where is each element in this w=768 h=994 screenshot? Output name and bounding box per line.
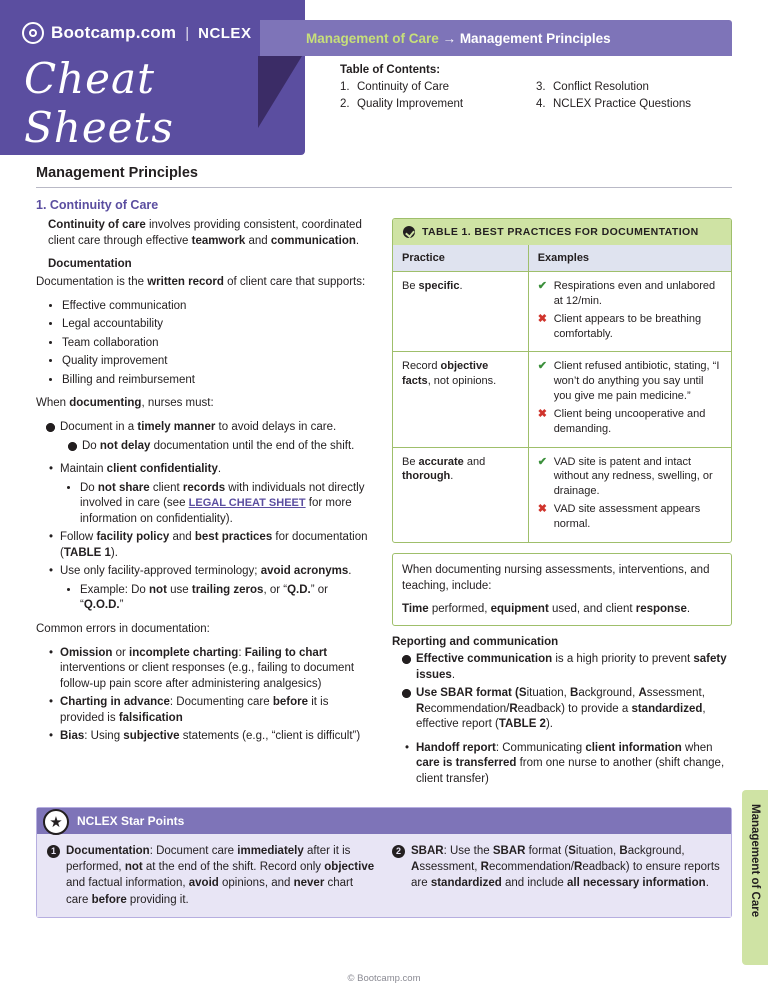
rep3-text-3: from one nurse to another (shift change, client transfer) — [416, 757, 725, 785]
checkmark-icon: ✔ — [537, 360, 547, 373]
rep1-text-2: . — [451, 668, 456, 681]
cell-practice — [393, 447, 528, 542]
err1-term-failing: Failing to chart — [244, 646, 328, 659]
intro-term: Continuity of care — [48, 219, 146, 231]
brand-name: Bootcamp.com — [51, 23, 177, 42]
sp1-term-before: before — [91, 893, 127, 906]
cross-icon: ✖ — [537, 503, 547, 516]
sp2-t9: . — [705, 877, 709, 890]
intro-text-2: and — [245, 234, 271, 247]
star-points-title: NCLEX Star Points — [37, 808, 731, 834]
list-item: • Legal accountability — [62, 317, 374, 333]
practice-text: , not opinions. — [427, 375, 497, 388]
cross-icon: ✖ — [537, 312, 547, 325]
practice-term: objective facts — [402, 360, 489, 388]
conf-text-4: for more information on confidentiality). — [80, 497, 352, 525]
err1-text-1: or — [112, 646, 130, 659]
err3-text-2: statements (e.g., “client is difficult”) — [179, 730, 361, 743]
err1-term-incomplete: incomplete charting — [129, 646, 239, 659]
rep1-text-1: is a high priority to prevent — [552, 653, 694, 666]
conf-text-1: Do — [80, 481, 98, 494]
example-line — [538, 279, 722, 309]
sp1-t1: : Document care — [149, 845, 238, 858]
sp1-t4: and factual information, — [66, 877, 189, 890]
sp1-term-avoid: avoid — [188, 877, 219, 890]
cross-icon: ✖ — [537, 407, 547, 420]
page-footer: © Bootcamp.com — [347, 973, 421, 984]
table-row — [393, 352, 731, 447]
list-item — [416, 741, 732, 788]
sp2-t6: ecommendation/ — [488, 861, 575, 874]
practice-text: Be — [402, 280, 419, 292]
ex-text-2: use — [166, 583, 192, 596]
sp2-t1: : Use the — [443, 845, 493, 858]
sp2-t7: eadback) to ensure reports are — [411, 861, 720, 890]
must4-text-2: . — [348, 565, 352, 578]
doc-def-text-1: Documentation is the — [36, 275, 148, 288]
when-doc-text-1: When — [36, 397, 70, 410]
nurses-must-list — [36, 420, 374, 454]
toc-column-left — [340, 81, 536, 115]
rep2-r: R — [416, 702, 425, 715]
example-text: Client appears to be breathing comfortably. — [553, 312, 702, 340]
sp1-term-documentation: Documentation — [66, 845, 150, 858]
cell-practice — [393, 272, 528, 352]
best-practices-table-body — [393, 272, 731, 542]
must3-text-4: ). — [110, 546, 118, 559]
example-text: Respirations even and unlabored at 12/min. — [553, 280, 716, 307]
list-item: • Quality improvement — [62, 354, 374, 370]
ex-text-3: , or “ — [263, 583, 288, 596]
err1-term-omission: Omission — [60, 646, 113, 659]
reporting-list — [392, 652, 732, 733]
sp1-term-objective: objective — [324, 861, 375, 874]
ex-term-qod: Q.O.D. — [83, 599, 120, 612]
practice-text: . — [459, 280, 463, 292]
checkmark-icon: ✔ — [537, 455, 547, 468]
table-row — [393, 272, 731, 352]
toc-item[interactable] — [340, 98, 536, 110]
subheading-reporting-communication: Reporting and communication — [392, 636, 559, 649]
cell-examples — [528, 447, 731, 542]
sp2-r: R — [480, 861, 489, 874]
practice-text: . — [450, 470, 454, 483]
err2-term-advance: Charting in advance — [60, 696, 170, 709]
star-point-number-1: 1 — [47, 845, 60, 858]
table-1-caption-text: TABLE 1. BEST PRACTICES FOR DOCUMENTATION — [422, 226, 699, 238]
left-column — [36, 218, 374, 795]
example-text: Client being uncooperative and demanding. — [553, 407, 706, 435]
list-item: • Team collaboration — [62, 336, 374, 352]
bootcamp-logo-icon — [22, 22, 44, 44]
sp1-t5: opinions, and — [218, 877, 294, 890]
sp2-s: S — [568, 845, 576, 858]
brand-separator: | — [185, 24, 190, 42]
star-point-item — [47, 843, 376, 907]
star-points-body — [37, 834, 731, 916]
toc-item-number: 2. — [340, 98, 350, 110]
table-1-best-practices — [392, 218, 732, 543]
rep3-text-2: when — [681, 741, 713, 754]
ex-term-qd: Q.D. — [287, 583, 311, 596]
rep2-r2: R — [509, 702, 518, 715]
err2-text-1: : Documenting care — [169, 696, 273, 709]
example-text: VAD site assessment appears normal. — [553, 503, 701, 530]
rep2-text-2: ackground, — [578, 687, 639, 700]
cheat-sheets-wordmark: Cheat Sheets — [24, 54, 174, 152]
breadcrumb-secondary: Management Principles — [459, 30, 611, 46]
sub-text-2: documentation until the end of the shift. — [150, 439, 355, 452]
note-line-2 — [402, 601, 722, 617]
must-term-timely: timely manner — [137, 421, 216, 434]
sp2-a: A — [411, 861, 420, 874]
must3-term-policy: facility policy — [96, 531, 170, 544]
section-title-continuity-of-care: 1. Continuity of Care — [36, 198, 159, 212]
cell-practice — [393, 352, 528, 447]
toc-item-number: 1. — [340, 81, 350, 93]
star-badge-icon: ★ — [43, 809, 69, 835]
table-of-contents — [340, 64, 732, 115]
side-tab-label: Management of Care — [749, 804, 761, 918]
side-tab-management-of-care — [742, 790, 768, 965]
cell-examples — [528, 272, 731, 352]
conf-text-3: with individuals not directly involved in care (see — [80, 481, 365, 510]
rep2-a: A — [638, 687, 647, 700]
example-line — [538, 502, 722, 532]
conf-term-records: records — [182, 481, 226, 494]
sp1-term-not: not — [124, 861, 143, 874]
list-item — [80, 583, 374, 614]
practice-text: Be — [402, 455, 419, 468]
brand-subtitle: NCLEX — [198, 24, 252, 42]
right-column — [392, 218, 732, 795]
sp2-t8: and include — [501, 877, 567, 890]
must4-text-1: Use only facility-approved terminology; — [60, 565, 261, 578]
common-errors-lead: Common errors in documentation: — [36, 622, 210, 635]
toc-item-label: NCLEX Practice Questions — [553, 98, 692, 110]
example-line — [538, 359, 722, 404]
err1-text-2: : — [238, 646, 245, 659]
sp1-t2: after it is performed, — [66, 845, 351, 874]
practice-text: and — [463, 455, 486, 468]
err3-term-subjective: subjective — [123, 730, 180, 743]
practice-term: accurate — [418, 455, 464, 468]
intro-term-communication: communication — [270, 234, 356, 247]
toc-item-label: Quality Improvement — [357, 98, 464, 110]
content-columns — [36, 218, 732, 795]
rep3-term-handoff: Handoff report — [416, 741, 496, 754]
toc-item[interactable] — [536, 98, 732, 110]
ex-term-trailing-zeros: trailing zeros — [191, 583, 264, 596]
note-term-time: Time — [402, 603, 429, 615]
sp2-term-sbar: SBAR — [411, 845, 444, 858]
rep2-text-3: ssessment, — [646, 687, 705, 700]
when-doc-term: documenting — [69, 397, 142, 410]
cell-examples — [528, 352, 731, 447]
nclex-star-points-box — [36, 807, 732, 917]
star-point-number-2: 2 — [392, 845, 405, 858]
note-term-response: response — [635, 603, 687, 615]
sp1-term-immediately: immediately — [237, 845, 304, 858]
example-line — [538, 455, 722, 500]
sub-text-1: Do — [82, 439, 100, 452]
sp2-r2: R — [574, 861, 583, 874]
list-item — [80, 481, 374, 528]
rep3-term-client-info: client information — [585, 741, 682, 754]
rep2-text-1: ituation, — [526, 687, 571, 700]
list-item — [60, 564, 374, 614]
toc-item-label: Continuity of Care — [357, 81, 450, 93]
check-circle-icon — [403, 226, 415, 238]
toc-item[interactable] — [536, 81, 732, 93]
documentation-supports-list — [36, 299, 374, 389]
page-header — [0, 0, 768, 155]
documentation-note-box — [392, 553, 732, 626]
practice-text: Record — [402, 360, 441, 373]
sp1-t6: chart care — [66, 877, 354, 906]
table-1-caption — [393, 219, 731, 245]
nurses-must-sublist-1 — [60, 439, 374, 455]
ex-text-5: ” — [119, 599, 124, 612]
table-row — [393, 447, 731, 542]
table-header-row — [393, 245, 731, 272]
breadcrumb — [306, 31, 611, 46]
sp2-b: B — [619, 845, 628, 858]
ex-text-4: ” or “ — [80, 583, 328, 612]
note-text-3: . — [686, 603, 691, 615]
page-title: Management Principles — [36, 165, 732, 188]
rep3-term-transferred: care is transferred — [416, 757, 517, 770]
handoff-list — [392, 741, 732, 788]
rep2-s: S — [518, 687, 527, 700]
list-item — [416, 652, 732, 683]
ex-text-1: Example: Do — [80, 583, 150, 596]
rep2-text-6: , effective report ( — [416, 702, 706, 731]
example-text: VAD site is patent and intact without any redness, swelling, or drainage. — [553, 455, 713, 498]
sp2-t2: format ( — [525, 845, 569, 858]
intro-term-teamwork: teamwork — [191, 234, 246, 247]
toc-item-number: 4. — [536, 98, 546, 110]
nurses-must-bullet-list — [36, 462, 374, 614]
sp2-term-sbar2: SBAR — [492, 845, 526, 858]
rep1-term-safety: safety issues — [416, 653, 727, 681]
doc-def-text-2: of client care that supports: — [223, 275, 366, 288]
conf-term-not-share: not share — [97, 481, 150, 494]
rep2-term-standardized: standardized — [631, 702, 703, 715]
column-header-practice: Practice — [393, 245, 528, 272]
common-errors-list — [36, 646, 374, 745]
must3-term-best-practices: best practices — [194, 531, 273, 544]
list-item — [60, 462, 374, 527]
rep3-text-1: : Communicating — [495, 741, 586, 754]
list-item: • Billing and reimbursement — [62, 373, 374, 389]
conf-text-2: client — [149, 481, 183, 494]
must3-text-2: and — [169, 531, 195, 544]
rep2-text-7: ). — [545, 718, 553, 731]
note-text-1: performed, — [428, 603, 491, 615]
note-text-2: used, and client — [548, 603, 636, 615]
example-line — [538, 312, 722, 342]
list-item: • Effective communication — [62, 299, 374, 315]
header-wedge-decoration — [258, 56, 302, 128]
list-item — [60, 420, 374, 454]
confidentiality-sublist — [60, 481, 374, 528]
continuity-intro-paragraph — [48, 218, 374, 250]
sp2-t3: ituation, — [575, 845, 620, 858]
star-point-text-1 — [66, 843, 376, 907]
rep2-text-5: eadback) to provide a — [517, 702, 632, 715]
toc-title: Table of Contents: — [340, 64, 441, 76]
practice-term: specific — [418, 280, 460, 292]
table-2-reference[interactable]: TABLE 2 — [498, 718, 546, 731]
acronym-example-sublist — [60, 583, 374, 614]
legal-cheat-sheet-link[interactable]: LEGAL CHEAT SHEET — [188, 497, 306, 510]
note-term-equipment: equipment — [490, 603, 549, 615]
rep2-b: B — [570, 687, 579, 700]
toc-item-label: Conflict Resolution — [553, 81, 649, 93]
breadcrumb-arrow-icon: → — [442, 30, 457, 46]
breadcrumb-primary: Management of Care — [306, 30, 439, 46]
must3-text-1: Follow — [60, 531, 97, 544]
rep2-term-sbar: Use SBAR format ( — [416, 687, 519, 700]
star-point-text-2 — [411, 843, 721, 907]
list-item — [60, 695, 374, 726]
practice-term: thorough — [402, 470, 451, 483]
toc-column-right — [536, 81, 732, 115]
header-breadcrumb-band — [260, 20, 732, 56]
doc-def-term: written record — [147, 275, 224, 288]
note-line-1: When documenting nursing assessments, interventions, and teaching, include: — [402, 563, 710, 592]
rep1-term: Effective communication — [416, 653, 553, 666]
list-item — [60, 530, 374, 561]
must-text-1: Document in a — [60, 421, 138, 434]
list-item — [60, 646, 374, 693]
sp1-term-never: never — [293, 877, 325, 890]
rep2-text-4: ecommendation/ — [424, 702, 510, 715]
toc-item-number: 3. — [536, 81, 546, 93]
must2-text-2: . — [217, 463, 222, 476]
when-documenting-lead — [36, 396, 374, 412]
list-item — [60, 729, 374, 745]
err2-term-before: before — [272, 696, 308, 709]
sp1-t7: providing it. — [126, 893, 189, 906]
table-1-reference[interactable]: TABLE 1 — [63, 546, 111, 559]
must-text-2: to avoid delays in care. — [215, 421, 337, 434]
documentation-definition — [36, 275, 374, 291]
must3-text-3: for documentation ( — [60, 531, 368, 559]
list-item — [82, 439, 374, 455]
err2-text-2: it is provided is — [60, 696, 329, 724]
when-doc-text-2: , nurses must: — [141, 397, 214, 410]
err1-text-3: interventions or client responses (e.g., failing to document follow-up pain score after administering analgesics) — [60, 662, 355, 690]
err3-text-1: : Using — [84, 730, 124, 743]
intro-text-3: . — [355, 234, 360, 247]
checkmark-icon: ✔ — [537, 280, 547, 292]
must2-term: client confidentiality — [106, 463, 218, 476]
sp2-term-all-info: all necessary information — [566, 877, 706, 890]
must4-term-acronyms: avoid acronyms — [260, 565, 349, 578]
sub-term-not-delay: not delay — [99, 439, 151, 452]
err3-term-bias: Bias — [60, 730, 85, 743]
intro-text-1: involves providing consistent, coordinated client care through effective — [48, 219, 362, 247]
sp1-t3: at the end of the shift. Record only — [142, 861, 325, 874]
toc-item[interactable] — [340, 81, 536, 93]
ex-term-not: not — [149, 583, 167, 596]
must2-text-1: Maintain — [60, 463, 107, 476]
example-line — [538, 407, 722, 437]
sp2-t4: ackground, — [627, 845, 685, 858]
list-item — [416, 686, 732, 733]
star-point-item — [392, 843, 721, 907]
example-text: Client refused antibiotic, stating, “I won’t do anything you say until you give me pain medicine.” — [553, 360, 720, 403]
subheading-documentation: Documentation — [48, 257, 132, 270]
sp2-t5: ssessment, — [419, 861, 481, 874]
sp2-term-standardized: standardized — [430, 877, 502, 890]
column-header-examples: Examples — [528, 245, 731, 272]
best-practices-table — [393, 245, 731, 542]
err2-term-falsification: falsification — [118, 711, 183, 724]
